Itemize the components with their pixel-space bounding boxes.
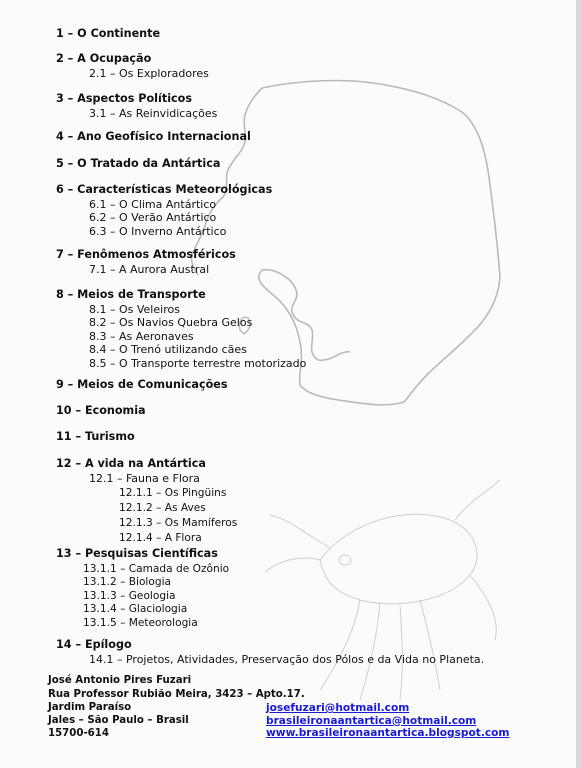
toc-section-4: 4 – Ano Geofísico Internacional [56,130,251,143]
toc-subsection: 6.1 – O Clima Antártico [89,198,217,211]
address-zip: 15700-614 [48,728,109,739]
toc-section-12: 12 – A vida na Antártica [56,457,206,470]
toc-subsection: 12.1 – Fauna e Flora [89,472,200,485]
toc-subsection: 13.1.5 – Meteorologia [83,617,198,629]
toc-section-14: 14 – Epílogo [56,638,132,651]
toc-subsection: 8.4 – O Trenó utilizando cães [89,343,247,356]
toc-subsubsection: 12.1.2 – As Aves [119,502,206,514]
toc-subsection: 3.1 – As Reinvidicações [89,107,218,120]
toc-section-8: 8 – Meios de Transporte [56,288,206,301]
toc-section-10: 10 – Economia [56,404,146,417]
toc-section-9: 9 – Meios de Comunicações [56,378,228,391]
toc-subsection: 13.1.2 – Biologia [83,576,172,588]
toc-section-11: 11 – Turismo [56,430,135,443]
website-link[interactable]: www.brasileironaantartica.blogspot.com [266,727,510,739]
address-street: Rua Professor Rubião Meira, 3423 – Apto.17. [48,689,305,700]
toc-section-1: 1 – O Continente [56,27,161,40]
toc-subsection: 13.1.1 – Camada de Ozônio [83,563,230,575]
toc-subsection: 14.1 – Projetos, Atividades, Preservação dos Pólos e da Vida no Planeta. [89,653,485,666]
email-link-1[interactable]: josefuzari@hotmail.com [266,702,410,714]
toc-subsection: 6.3 – O Inverno Antártico [89,225,227,238]
toc-section-13: 13 – Pesquisas Científicas [56,547,218,560]
toc-section-7: 7 – Fenômenos Atmosféricos [56,248,236,261]
address-city: Jales – São Paulo – Brasil [48,715,189,726]
toc-subsection: 8.2 – Os Navios Quebra Gelos [89,316,253,329]
toc-section-2: 2 – A Ocupação [56,52,152,65]
toc-subsection: 8.3 – As Aeronaves [89,330,194,343]
toc-subsubsection: 12.1.4 – A Flora [119,532,202,544]
toc-subsection: 8.5 – O Transporte terrestre motorizado [89,357,307,370]
toc-subsection: 2.1 – Os Exploradores [89,67,209,80]
toc-subsubsection: 12.1.1 – Os Pingüins [119,487,227,499]
toc-section-3: 3 – Aspectos Políticos [56,92,193,105]
email-link-2[interactable]: brasileironaantartica@hotmail.com [266,714,477,727]
toc-subsection: 7.1 – A Aurora Austral [89,263,210,276]
toc-subsection: 8.1 – Os Veleiros [89,303,180,316]
toc-section-5: 5 – O Tratado da Antártica [56,157,221,170]
toc-subsection: 13.1.4 – Glaciologia [83,603,188,615]
author-name: José Antonio Pires Fuzari [48,675,192,686]
toc-subsubsection: 12.1.3 – Os Mamíferos [119,517,238,529]
toc-section-6: 6 – Características Meteorológicas [56,183,273,196]
toc-subsection: 13.1.3 – Geologia [83,590,176,602]
toc-subsection: 6.2 – O Verão Antártico [89,211,217,224]
address-district: Jardim Paraíso [48,702,132,713]
contact-links [266,702,509,740]
